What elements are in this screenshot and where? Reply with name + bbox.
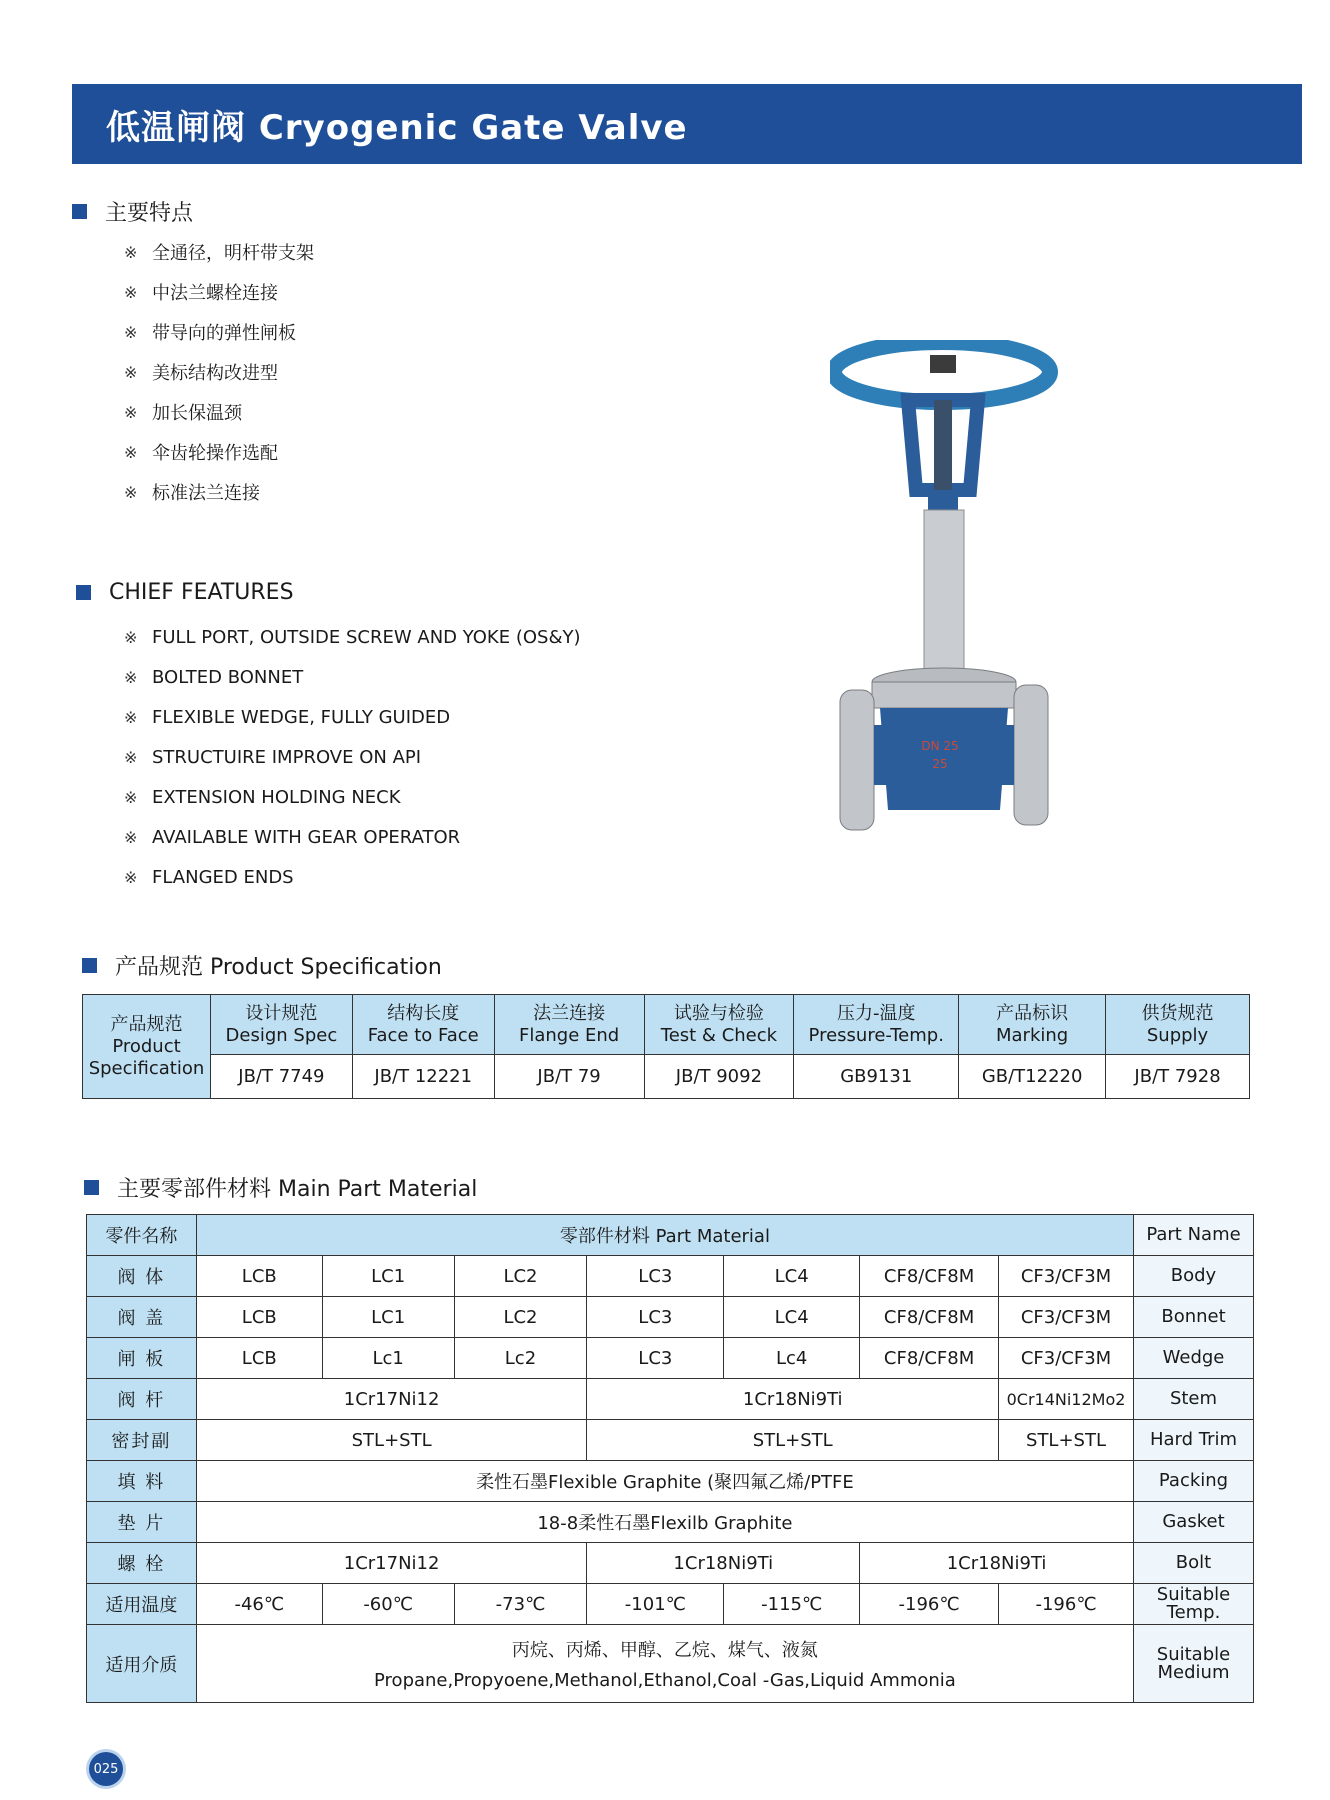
- spec-col-en: Supply: [1146, 1024, 1209, 1046]
- extension-neck: [924, 510, 964, 670]
- material-heading-text: 主要零部件材料 Main Part Material: [117, 1177, 478, 1202]
- right-flange: [1014, 685, 1048, 825]
- part-name-line2: Medium: [1157, 1661, 1230, 1683]
- feature-text: BOLTED BONNET: [152, 666, 304, 688]
- part-name-line1: Suitable: [1156, 1643, 1231, 1665]
- feature-text: 全通径，明杆带支架: [152, 243, 314, 264]
- reference-mark-icon: ※: [124, 787, 138, 807]
- feature-text: 带导向的弹性闸板: [152, 323, 296, 344]
- material-header-row: [87, 1215, 1254, 1256]
- feature-text: 标准法兰连接: [152, 483, 260, 504]
- material-cell: 1Cr18Ni9Ti: [860, 1543, 1134, 1584]
- part-name: Bolt: [1134, 1543, 1254, 1584]
- spec-row-label-en1: Product: [112, 1035, 181, 1057]
- feature-item: [124, 657, 581, 697]
- body-marking-dn: DN 25: [921, 739, 959, 753]
- spec-value: JB/T 79: [494, 1055, 644, 1099]
- medium-cn: 丙烷、丙烯、甲醇、乙烷、煤气、液氮: [511, 1640, 818, 1661]
- material-cell: LC2: [454, 1256, 587, 1297]
- feature-item: [124, 617, 581, 657]
- row-label: 垫 片: [87, 1502, 197, 1543]
- feature-text: STRUCTUIRE IMPROVE ON API: [152, 746, 422, 768]
- material-row-packing: [87, 1461, 1254, 1502]
- feature-item: [124, 432, 314, 472]
- reference-mark-icon: ※: [124, 707, 138, 727]
- material-cell: LC3: [587, 1338, 724, 1379]
- feature-item: [124, 232, 314, 272]
- reference-mark-icon: ※: [124, 482, 138, 502]
- feature-text: EXTENSION HOLDING NECK: [152, 786, 401, 808]
- features-en-list: [124, 617, 581, 897]
- bonnet-flange: [872, 682, 1016, 708]
- features-cn-list: [124, 232, 314, 512]
- material-row-gasket: [87, 1502, 1254, 1543]
- spec-col-header: [959, 995, 1106, 1055]
- part-name: Body: [1134, 1256, 1254, 1297]
- yoke-base: [928, 490, 958, 510]
- material-row-body: [87, 1256, 1254, 1297]
- material-table: [86, 1214, 1254, 1703]
- spec-value: JB/T 9092: [644, 1055, 794, 1099]
- reference-mark-icon: ※: [124, 442, 138, 462]
- material-cell: LCB: [196, 1256, 322, 1297]
- material-cell: CF8/CF8M: [860, 1256, 999, 1297]
- feature-item: [124, 737, 581, 777]
- page-number-badge: [89, 1752, 123, 1786]
- material-cell: -196℃: [860, 1584, 999, 1625]
- feature-item: [124, 777, 581, 817]
- spec-col-cn: 设计规范: [245, 1002, 318, 1024]
- stem-nut: [930, 355, 956, 373]
- spec-value: GB9131: [794, 1055, 959, 1099]
- spec-col-cn: 供货规范: [1141, 1002, 1214, 1024]
- row-label: 适用温度: [87, 1584, 197, 1625]
- material-row-temp: [87, 1584, 1254, 1625]
- material-row-wedge: [87, 1338, 1254, 1379]
- material-cell: 1Cr17Ni12: [196, 1379, 587, 1420]
- part-name: Bonnet: [1134, 1297, 1254, 1338]
- material-cell: LCB: [196, 1297, 322, 1338]
- feature-item: [124, 352, 314, 392]
- row-label: 阀 杆: [87, 1379, 197, 1420]
- spec-col-cn: 结构长度: [387, 1002, 460, 1024]
- material-cell: -196℃: [999, 1584, 1134, 1625]
- row-label: 闸 板: [87, 1338, 197, 1379]
- features-en-heading: [76, 580, 294, 605]
- bullet-square-icon: [72, 204, 87, 219]
- material-cell: LC1: [322, 1297, 454, 1338]
- spec-col-header: [210, 995, 352, 1055]
- spec-value: JB/T 12221: [352, 1055, 494, 1099]
- material-cell: CF8/CF8M: [860, 1297, 999, 1338]
- reference-mark-icon: ※: [124, 747, 138, 767]
- spec-col-en: Marking: [996, 1024, 1069, 1046]
- material-cell: LC4: [724, 1256, 860, 1297]
- spec-col-en: Flange End: [518, 1024, 620, 1046]
- material-header-name: Part Name: [1134, 1215, 1254, 1256]
- part-name: Hard Trim: [1134, 1420, 1254, 1461]
- spec-row-label-en2: Specification: [88, 1057, 205, 1079]
- material-cell: CF3/CF3M: [999, 1338, 1134, 1379]
- reference-mark-icon: ※: [124, 322, 138, 342]
- spec-table: [82, 994, 1250, 1099]
- features-en-heading-text: CHIEF FEATURES: [109, 580, 294, 605]
- feature-text: FLANGED ENDS: [152, 866, 294, 888]
- material-cell: STL+STL: [196, 1420, 587, 1461]
- feature-text: 中法兰螺栓连接: [152, 283, 278, 304]
- material-cell: LC4: [724, 1297, 860, 1338]
- spec-col-header: [1106, 995, 1250, 1055]
- feature-text: FULL PORT, OUTSIDE SCREW AND YOKE (OS&Y): [152, 626, 581, 648]
- reference-mark-icon: ※: [124, 282, 138, 302]
- reference-mark-icon: ※: [124, 402, 138, 422]
- material-row-trim: [87, 1420, 1254, 1461]
- material-row-bonnet: [87, 1297, 1254, 1338]
- bullet-square-icon: [84, 1180, 99, 1195]
- spec-col-en: Test & Check: [660, 1024, 778, 1046]
- feature-text: 美标结构改进型: [152, 363, 278, 384]
- material-cell: 1Cr18Ni9Ti: [587, 1543, 860, 1584]
- spec-row-label-cn: 产品规范: [110, 1013, 183, 1035]
- feature-text: 加长保温颈: [152, 403, 242, 424]
- part-name: Wedge: [1134, 1338, 1254, 1379]
- feature-item: [124, 472, 314, 512]
- material-cell: 1Cr18Ni9Ti: [587, 1379, 999, 1420]
- reference-mark-icon: ※: [124, 827, 138, 847]
- features-cn-heading-text: 主要特点: [105, 201, 194, 226]
- part-name: Packing: [1134, 1461, 1254, 1502]
- spec-row-label: [83, 995, 211, 1099]
- material-row-medium: [87, 1625, 1254, 1703]
- feature-text: FLEXIBLE WEDGE, FULLY GUIDED: [152, 706, 451, 728]
- material-row-bolt: [87, 1543, 1254, 1584]
- material-cell: 柔性石墨Flexible Graphite (聚四氟乙烯/PTFE: [196, 1461, 1133, 1502]
- spec-col-header: [644, 995, 794, 1055]
- material-cell: LCB: [196, 1338, 322, 1379]
- row-label: 密封副: [87, 1420, 197, 1461]
- material-cell: LC3: [587, 1297, 724, 1338]
- material-cell: -73℃: [454, 1584, 587, 1625]
- feature-item: [124, 857, 581, 897]
- spec-heading: [82, 950, 442, 981]
- spec-heading-text: 产品规范 Product Specification: [115, 955, 442, 980]
- reference-mark-icon: ※: [124, 867, 138, 887]
- medium-en: Propane,Propyoene,Methanol,Ethanol,Coal -Gas,Liquid Ammonia: [374, 1670, 956, 1691]
- spec-col-header: [352, 995, 494, 1055]
- page-title: 低温闸阀 Cryogenic Gate Valve: [106, 107, 688, 148]
- material-cell: 1Cr17Ni12: [196, 1543, 587, 1584]
- material-heading: [84, 1172, 477, 1203]
- features-cn-heading: [72, 196, 193, 227]
- spec-col-header: [494, 995, 644, 1055]
- spec-col-cn: 法兰连接: [533, 1002, 606, 1024]
- bullet-square-icon: [82, 958, 97, 973]
- part-name: Gasket: [1134, 1502, 1254, 1543]
- material-cell: LC3: [587, 1256, 724, 1297]
- spec-col-cn: 产品标识: [996, 1002, 1069, 1024]
- reference-mark-icon: ※: [124, 627, 138, 647]
- valve-photo: [830, 340, 1080, 860]
- feature-item: [124, 697, 581, 737]
- material-cell: STL+STL: [587, 1420, 999, 1461]
- reference-mark-icon: ※: [124, 242, 138, 262]
- material-cell: Lc1: [322, 1338, 454, 1379]
- feature-text: 伞齿轮操作选配: [152, 443, 278, 464]
- material-cell: 18-8柔性石墨Flexilb Graphite: [196, 1502, 1133, 1543]
- spec-value: GB/T12220: [959, 1055, 1106, 1099]
- spec-header-row: [83, 995, 1250, 1055]
- material-row-stem: [87, 1379, 1254, 1420]
- feature-item: [124, 272, 314, 312]
- spec-col-cn: 试验与检验: [673, 1002, 764, 1024]
- material-cell: [196, 1625, 1133, 1703]
- material-cell: -60℃: [322, 1584, 454, 1625]
- bullet-square-icon: [76, 585, 91, 600]
- spec-col-cn: 压力-温度: [837, 1002, 916, 1024]
- page-number: 025: [93, 1761, 119, 1777]
- spec-col-en: Pressure-Temp.: [808, 1024, 944, 1046]
- material-cell: CF3/CF3M: [999, 1256, 1134, 1297]
- spec-col-header: [794, 995, 959, 1055]
- part-name: [1134, 1625, 1254, 1703]
- spec-col-en: Design Spec: [225, 1024, 338, 1046]
- material-cell: Lc2: [454, 1338, 587, 1379]
- spec-value-row: [83, 1055, 1250, 1099]
- left-flange: [840, 690, 874, 830]
- body-marking-pn: 25: [932, 757, 948, 771]
- part-name-line2: Temp.: [1166, 1602, 1221, 1623]
- reference-mark-icon: ※: [124, 362, 138, 382]
- material-cell: -101℃: [587, 1584, 724, 1625]
- part-name: Stem: [1134, 1379, 1254, 1420]
- material-cell: 0Cr14Ni12Mo2: [999, 1379, 1134, 1420]
- feature-item: [124, 817, 581, 857]
- row-label: 填 料: [87, 1461, 197, 1502]
- stem: [934, 400, 952, 490]
- part-name: [1134, 1584, 1254, 1625]
- material-cell: CF3/CF3M: [999, 1297, 1134, 1338]
- body-pipe: [874, 725, 1014, 785]
- row-label: 阀 体: [87, 1256, 197, 1297]
- spec-value: JB/T 7928: [1106, 1055, 1250, 1099]
- reference-mark-icon: ※: [124, 667, 138, 687]
- spec-col-en: Face to Face: [367, 1024, 479, 1046]
- material-cell: Lc4: [724, 1338, 860, 1379]
- row-label: 阀 盖: [87, 1297, 197, 1338]
- material-header-material: 零部件材料 Part Material: [196, 1215, 1133, 1256]
- title-banner: [72, 84, 1302, 164]
- material-cell: -46℃: [196, 1584, 322, 1625]
- material-cell: LC2: [454, 1297, 587, 1338]
- feature-item: [124, 392, 314, 432]
- material-cell: LC1: [322, 1256, 454, 1297]
- feature-text: AVAILABLE WITH GEAR OPERATOR: [152, 826, 461, 848]
- row-label: 螺 栓: [87, 1543, 197, 1584]
- part-name-line1: Suitable: [1156, 1584, 1231, 1605]
- row-label: 适用介质: [87, 1625, 197, 1703]
- material-cell: STL+STL: [999, 1420, 1134, 1461]
- material-header-part: 零件名称: [87, 1215, 197, 1256]
- material-cell: -115℃: [724, 1584, 860, 1625]
- material-cell: CF8/CF8M: [860, 1338, 999, 1379]
- feature-item: [124, 312, 314, 352]
- spec-value: JB/T 7749: [210, 1055, 352, 1099]
